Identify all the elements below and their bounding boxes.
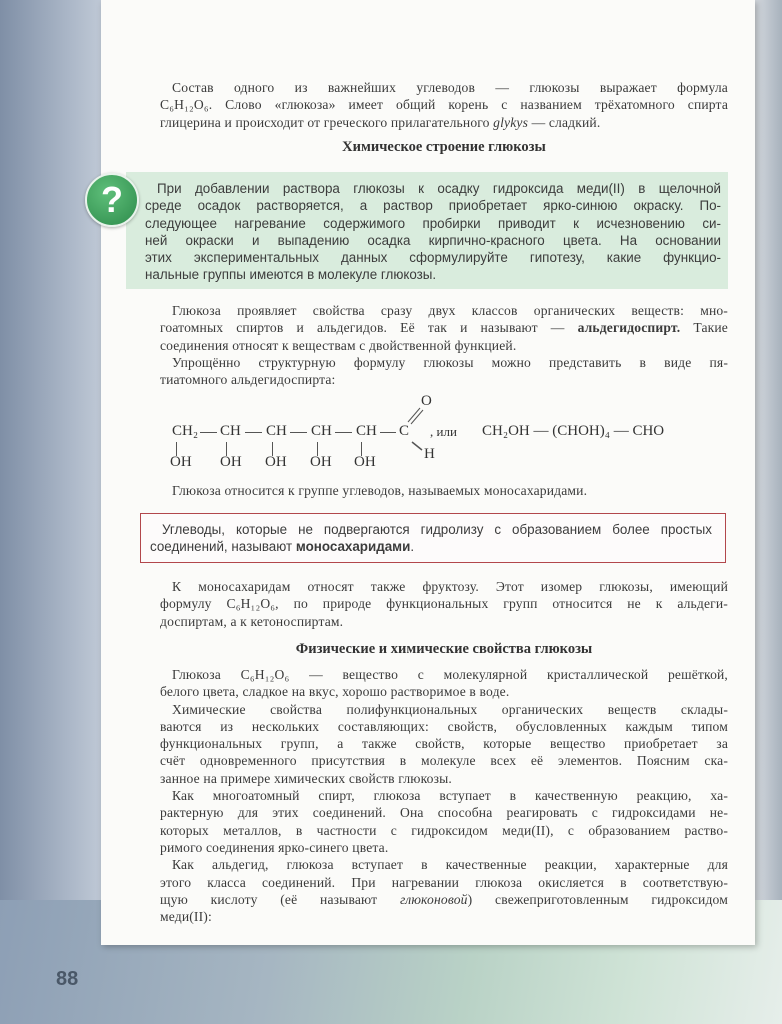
text-line [150,538,712,555]
formula-atom-oxygen: O [421,393,432,409]
bond [290,432,307,433]
text-line: Как многоатомный спирт, глюкоза вступает в качественную реакцию, ха- [172,788,728,804]
page-number: 88 [56,968,79,990]
text-segment: — сладкий. [528,114,601,130]
aldehyde-alcohol-paragraph [160,302,728,388]
text-line: меди(II): [160,909,212,925]
formula-hydroxyl: OH [265,454,287,470]
text-line: ваются из нескольких составляющих: свойств, обусловленных каждым типом [160,718,728,734]
text-line: нальные группы имеются в молекуле глюкозы. [145,267,437,283]
text-line: следующее нагревание содержимого пробирки приводит к исчезновению си- [145,215,721,231]
text-line: Состав одного из важнейших углеводов — глюкозы выражает формула [172,80,728,95]
text-line: ней окраски и выпадению осадка кирпично-красного цвета. На основании [145,232,721,248]
bold-term: моносахаридами [295,539,411,555]
formula-hydroxyl: OH [354,454,376,470]
italic-term: glykys [493,114,529,130]
formula-atom: CH₂ [172,423,199,439]
bond [335,432,352,433]
bond [245,432,262,433]
question-text [145,180,721,284]
text-line: Химические свойства полифункциональных органических веществ склады- [172,701,728,717]
question-icon: ? [85,173,139,227]
page-edge-right [752,0,782,1024]
formula-atom: C [399,423,410,439]
formula-hydroxyl: OH [220,454,242,470]
section-heading-chemical-structure: Химическое строение глюкозы [342,139,546,155]
text-segment: Такие [680,320,728,336]
text-line: Упрощённо структурную формулу глюкозы можно представить в виде пя- [172,354,728,370]
text-line: Глюкоза относится к группе углеводов, называемых моносахаридами. [172,483,588,498]
formula-atom: CH [220,423,241,439]
formula-or: , или [430,424,457,439]
text-line: которых металлов, в частности с гидроксидом меди(II), с образованием раство- [160,822,728,838]
text-line: среде осадок растворяется, а раствор приобретает ярко-синюю окраску. По- [145,198,721,214]
text-line: белого цвета, сладкое на вкус, хорошо растворимое в воде. [160,684,510,700]
text-line: рактерную для этих соединений. Она способна реагировать с гидроксидами не- [160,805,728,821]
formula-atom: CH [356,423,377,439]
text-line: счёт одновременного присутствия в молекуле всех её элементов. Поясним ска- [160,753,728,769]
text-segment: гоатомных спиртов и альдегидов. Её так и называют — [160,320,578,336]
text-segment: глицерина и происходит от греческого прилагательного [160,114,494,130]
text-segment: щую кислоту (её называют [160,891,400,907]
text-line: К моносахаридам относят также фруктозу. Этот изомер глюкозы, имеющий [172,579,728,594]
text-line: Углеводы, которые не подвергаются гидролизу с образованием более простых [162,522,712,537]
formula-atom: CH [311,423,332,439]
formula-condensed: CH₂OH — (CHOH)₄ — CHO [482,423,665,439]
text-line: этих экспериментальных данных сформулируйте гипотезу, какие функцио- [145,250,721,266]
text-line: тиатомного альдегидоспирта: [160,372,336,388]
text-line [160,891,728,908]
monosaccharide-paragraph [160,482,728,499]
bold-term: альдегидоспирт. [577,320,681,336]
text-segment: . [410,539,415,555]
text-line: Глюкоза проявляет свойства сразу двух классов органических веществ: мно- [172,303,728,318]
properties-paragraphs [160,666,728,925]
italic-term: глюконовой [399,891,468,907]
text-line [160,114,728,131]
formula-atom-hydrogen: H [424,446,435,462]
definition-text [150,521,712,556]
text-line: Как альдегид, глюкоза вступает в качественные реакции, характерные для [172,857,728,873]
page-gutter-left [0,0,110,1024]
text-line: занное на примере химических свойств глюкозы. [160,770,452,786]
text-line: При добавлении раствора глюкозы к осадку гидроксида меди(II) в щелочной [157,181,721,196]
bond [200,432,217,433]
formula-hydroxyl: OH [310,454,332,470]
intro-paragraph [160,79,728,131]
fructose-paragraph [160,578,728,630]
text-line: функциональных групп, а также свойств, которые вещество приобретает за [160,736,728,752]
text-line: римого соединения ярко-синего цвета. [160,839,389,855]
text-line: соединения относят к веществам с двойственной функцией. [160,337,517,353]
text-line [160,319,728,336]
text-line: доспиртам, а к кетоноспиртам. [160,613,344,629]
bond [380,432,396,433]
text-line: этого класса соединений. При нагревании глюкоза окисляется в соответствую- [160,874,728,890]
formula-hydroxyl: OH [170,454,192,470]
section-heading-properties: Физические и химические свойства глюкозы [295,641,593,657]
text-line: Глюкоза C₆H₁₂O₆ — вещество с молекулярной кристаллической решёткой, [172,667,728,682]
formula-atom: CH [266,423,287,439]
text-line: C₆H₁₂O₆. Слово «глюкоза» имеет общий корень с названием трёхатомного спирта [160,97,728,113]
text-segment: соединений, называют [150,539,296,555]
text-line: формулу C₆H₁₂O₆, по природе функциональных групп относится не к альдеги- [160,596,728,612]
text-segment: ) свежеприготовленным гидроксидом [467,891,728,907]
